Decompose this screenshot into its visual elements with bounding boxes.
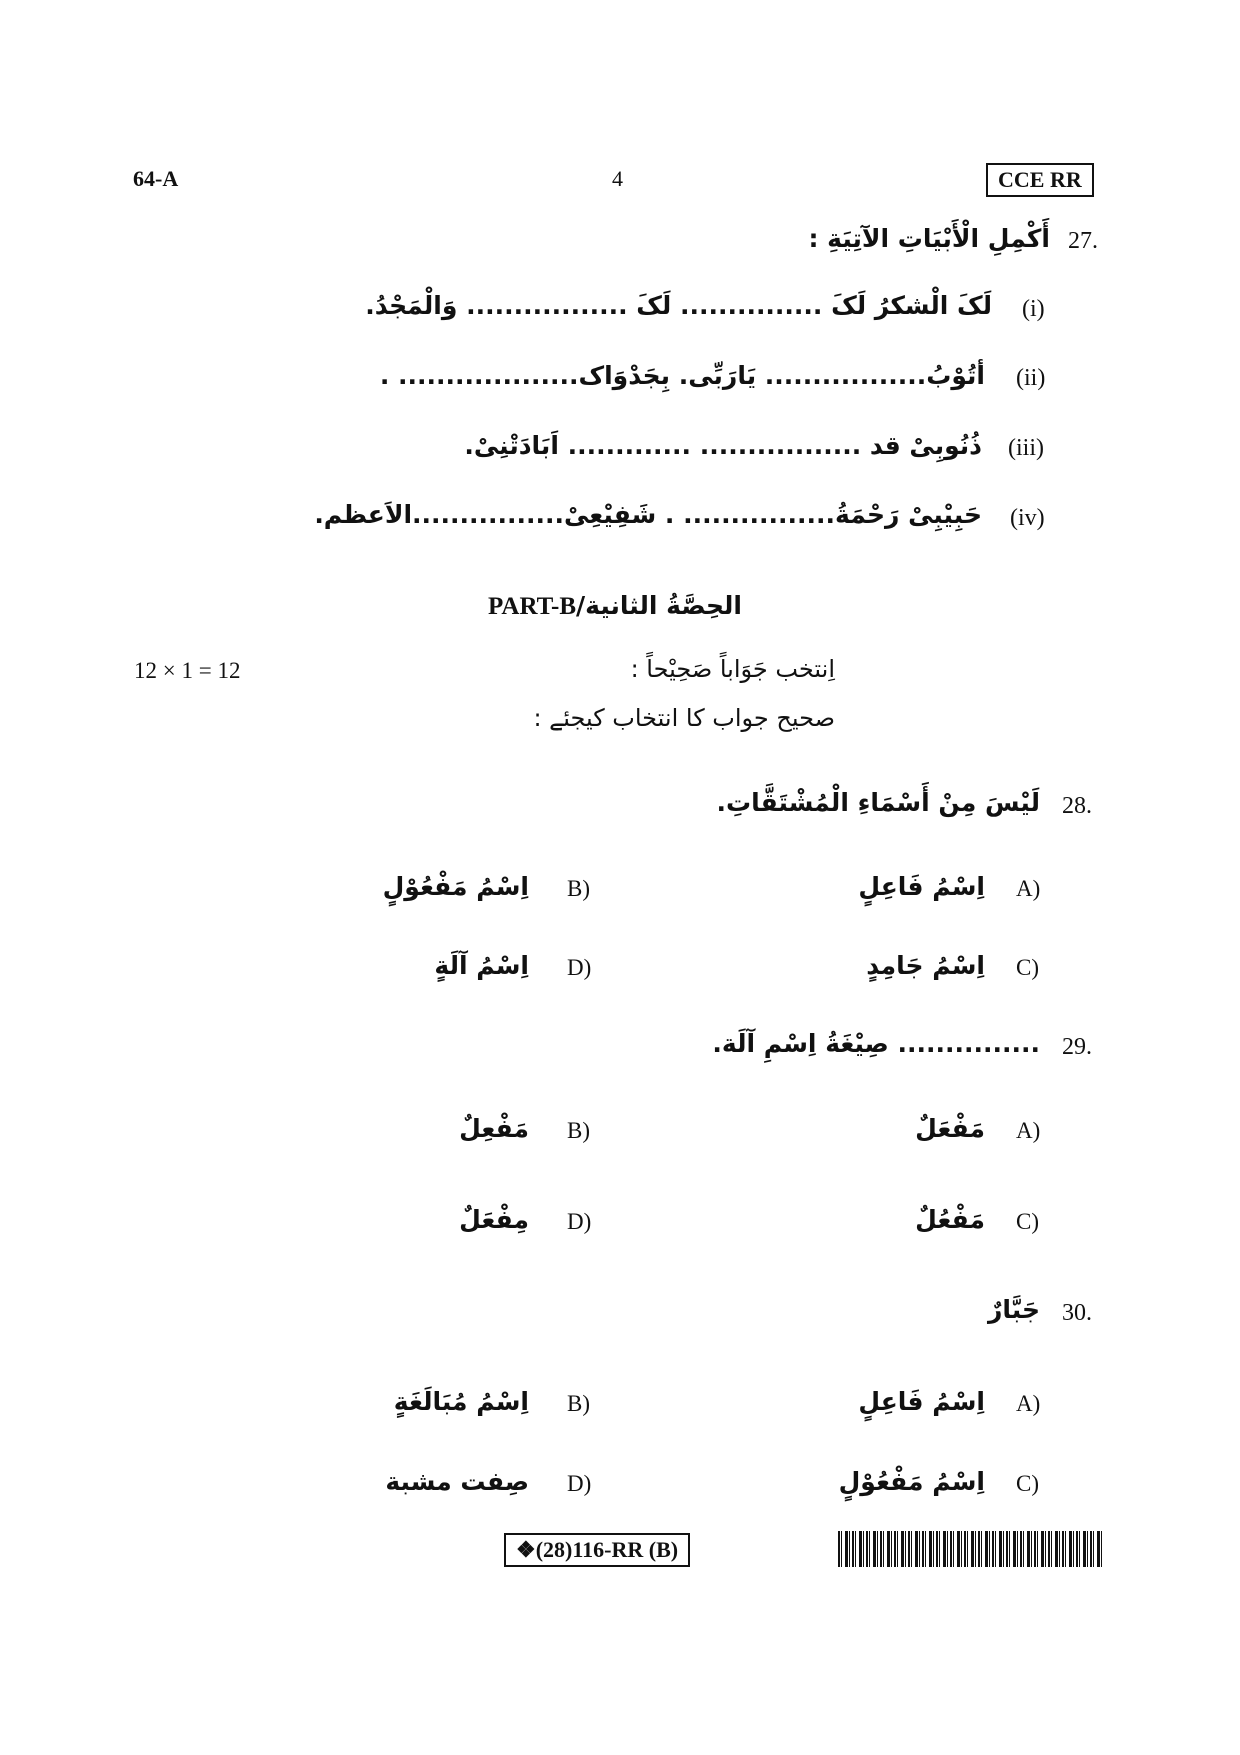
q29-question: ............... صِيْغَةُ اِسْمِ آلَة. xyxy=(712,1029,1040,1058)
q28-option-d-letter: D) xyxy=(567,955,592,980)
q28-option-d[interactable]: اِسْمُ آلَةٍ xyxy=(434,951,529,980)
q27-instruction: أَكْمِلِ الْأَبْيَاتِ الآتِيَةِ : xyxy=(808,224,1050,253)
q27-line-iv-label: (iv) xyxy=(1010,505,1045,531)
q28-option-b-letter: B) xyxy=(567,876,590,901)
q30-number: 30. xyxy=(1062,1300,1092,1326)
q29-option-a[interactable]: مَفْعَلٌ xyxy=(915,1114,985,1143)
q27-line-ii-label: (ii) xyxy=(1016,365,1046,391)
q27-line-i: لَکَ الْشكرُ لَکَ ............... لَکَ ................. وَالْمَجْدُ. xyxy=(365,291,992,320)
q27-line-iii-label: (iii) xyxy=(1008,435,1044,461)
q27-line-iv: حَبِيْبِیْ رَحْمَةُ................ . شَفِيْعِیْ................الاَعظم. xyxy=(314,500,982,529)
part-b-instruction-arabic: اِنتخب جَوَاباً صَحِيْحاً : xyxy=(630,655,835,683)
q30-option-d-letter: D) xyxy=(567,1471,592,1496)
q29-option-c-letter: C) xyxy=(1016,1209,1039,1234)
q28-option-a[interactable]: اِسْمُ فَاعِلٍ xyxy=(858,872,985,901)
q27-line-ii: أتُوْبُ................. يَارَبِّی. بِجَدْوَاک................... . xyxy=(379,361,985,390)
part-b-heading xyxy=(488,591,742,621)
page-number: 4 xyxy=(612,166,623,191)
footer-paper-code: ❖(28)116-RR (B) xyxy=(504,1533,690,1567)
q29-option-d[interactable]: مِفْعَلٌ xyxy=(459,1205,529,1234)
cce-rr-box: CCE RR xyxy=(986,163,1094,197)
q30-option-c-letter: C) xyxy=(1016,1471,1039,1496)
paper-code-left: 64-A xyxy=(133,166,179,191)
q29-number: 29. xyxy=(1062,1034,1092,1060)
q27-line-iii: ذُنُوبِیْ قد ................. ............. اَبَادَتْنِیْ. xyxy=(464,431,982,460)
q28-option-b[interactable]: اِسْمُ مَفْعُوْلٍ xyxy=(382,872,529,901)
q29-option-d-letter: D) xyxy=(567,1209,592,1234)
q30-option-d[interactable]: صِفت مشبة xyxy=(385,1467,529,1496)
q28-option-c-letter: C) xyxy=(1016,955,1039,980)
q29-option-b[interactable]: مَفْعِلٌ xyxy=(459,1114,529,1143)
q30-option-a[interactable]: اِسْمُ فَاعِلٍ xyxy=(858,1387,985,1416)
q29-option-c[interactable]: مَفْعُلٌ xyxy=(915,1205,985,1234)
q30-option-a-letter: A) xyxy=(1016,1391,1041,1416)
q30-option-c[interactable]: اِسْمُ مَفْعُوْلٍ xyxy=(838,1467,985,1496)
part-b-title-arabic: الحِصَّةُ الثانية/ xyxy=(576,591,742,620)
q30-option-b[interactable]: اِسْمُ مُبَالَغَةٍ xyxy=(393,1387,529,1416)
q30-option-b-letter: B) xyxy=(567,1391,590,1416)
q28-question: لَيْسَ مِنْ أَسْمَاءِ الْمُشْتَقَّاتِ. xyxy=(716,788,1040,817)
q27-line-i-label: (i) xyxy=(1022,296,1045,322)
marks-allocation: 12 × 1 = 12 xyxy=(134,658,241,683)
part-b-instruction-urdu: صحیح جواب کا انتخاب کیجئے : xyxy=(533,704,835,732)
q29-option-b-letter: B) xyxy=(567,1118,590,1143)
barcode xyxy=(838,1531,1102,1567)
q28-number: 28. xyxy=(1062,793,1092,819)
q28-option-a-letter: A) xyxy=(1016,876,1041,901)
q30-question: جَبَّارٌ xyxy=(987,1295,1040,1324)
q27-number: 27. xyxy=(1068,228,1098,254)
q29-option-a-letter: A) xyxy=(1016,1118,1041,1143)
q28-option-c[interactable]: اِسْمُ جَامِدٍ xyxy=(866,951,985,980)
part-b-title-english: PART-B xyxy=(488,593,577,620)
